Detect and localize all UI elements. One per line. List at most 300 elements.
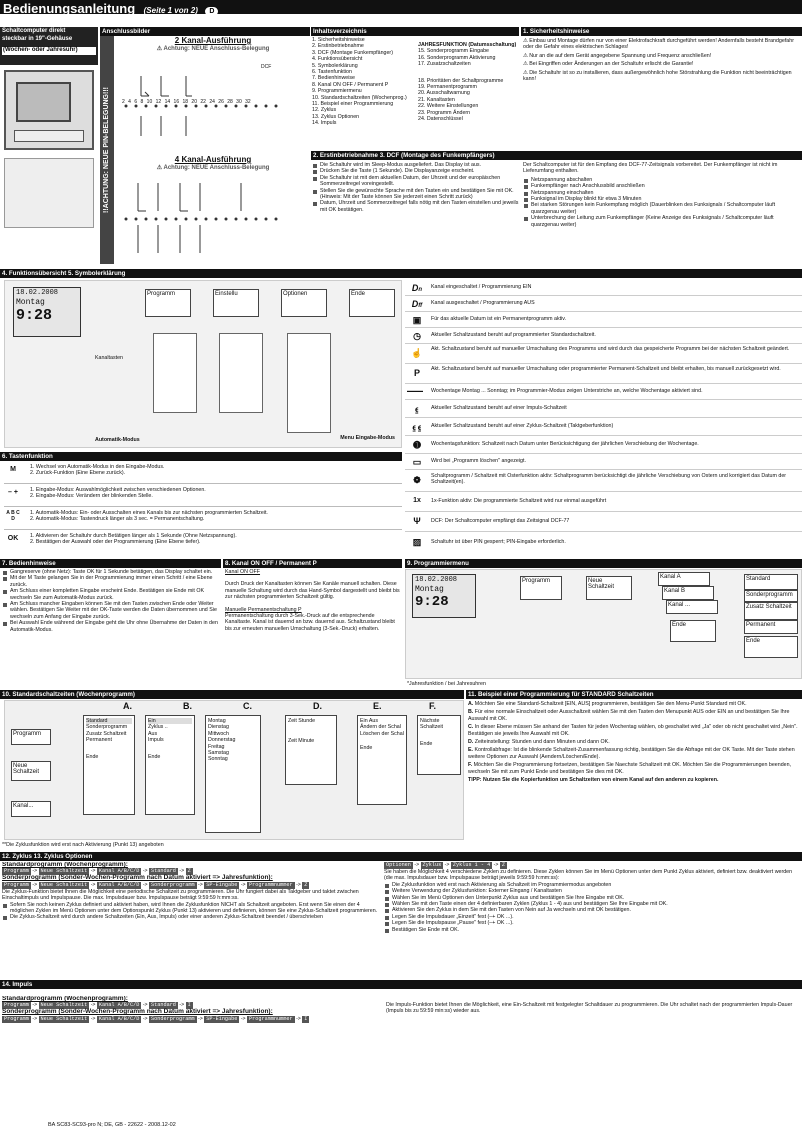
path-step: Zyklus 1 - 4 (452, 862, 491, 868)
toc-item: 3. DCF (Montage Funkempfänger) (312, 49, 393, 56)
toc-item: 13. Zyklus Optionen (312, 113, 360, 120)
safety-text: Einbau und Montage dürfen nur von einer Elektrofachkraft durchgeführt werden! Andernfalls besteht Brandgefahr oder die Gefahr eines elektrischen Schlages! (523, 38, 794, 51)
step-e: E. (373, 701, 382, 711)
zyklus-note: Sofern Sie noch keinen Zyklus definiert und aktiviert haben, wird Ihnen die Zyklusfunktion NICHT als Schaltzeit angeboten. Erst wenn Sie einen der 4 möglichen Zyklen im Menü Optionen unter dem Optionspunkt Zyklus (Punkt 13) aktivieren und definieren, können Sie eine Zyklus-Schaltzeit programmieren. (2, 902, 380, 915)
toc-item: 8. Kanal ON OFF / Permanent P (312, 81, 389, 88)
progmenu-footnote: *Jahresfunktion / bei Jahresuhren (407, 681, 486, 687)
clock-icon: ◷ (413, 331, 421, 341)
menu-label: Einstellu (215, 291, 238, 297)
symbol-text: Wochentagsfunktion: Schaltzeit nach Datum unter Berücksichtigung der jährlichen Verschiebung der Wochentage. (431, 441, 699, 447)
impuls-sonder-title: Sonderprogramm (Sonder-Wochen-Programm nach Datum aktiviert => Jahresfunktion): (2, 1008, 273, 1016)
std-left-kanal[interactable]: Kanal... (11, 801, 51, 817)
std-col-d (285, 715, 337, 785)
path-step: Kanal A/B/C/D (98, 868, 140, 875)
beispiel-item (468, 747, 800, 760)
on-icon: Dn (411, 283, 423, 293)
menu-item[interactable]: Ende (420, 740, 433, 747)
pin-numbers: 2 4 6 8 10 12 14 16 18 20 22 24 26 28 30 32 (122, 99, 251, 105)
device-image (4, 70, 94, 150)
symbol-row (405, 436, 802, 454)
step-key: E. (468, 747, 474, 754)
lcd-date: 18.02.2008 (415, 576, 458, 584)
lcd-day: Montag (415, 585, 444, 594)
pm-standard[interactable]: Standard (744, 574, 798, 590)
lcd-date: 18.02.2008 (16, 289, 59, 297)
path-step: Kanal A/B/C/D (98, 881, 140, 888)
bedien-item: Gangreserve (ohne Netz): Taste OK für 1 Sekunde betätigen, das Display schaltet ein. (2, 569, 220, 575)
dcf-step: Bei starken Störungen kein Funkempfang möglich (Dauerblinken des Funksignals / Schaltcomputer läuft quarzgenau weiter) (523, 202, 800, 215)
toc-col2 (418, 42, 518, 150)
bedien-item: Bei Auswahl Ende während der Eingabe geht die Uhr ohne Übernahme der Daten in den Automatik-Modus. (2, 620, 220, 633)
menu-item[interactable]: Standard (86, 718, 132, 724)
path-step: Kanal A/B/C/D (98, 1002, 140, 1009)
plus-minus-key-icon: – + (8, 489, 18, 496)
std-col-f (417, 715, 461, 775)
title-bar (0, 0, 802, 14)
zyklus-option-step: Wählen Sie im Menü Optionen den Unterpunkt Zyklus aus und bestätigen Sie Ihre Eingabe mit OK. (384, 895, 800, 901)
bedien-item: Am Schluss mancher Eingaben können Sie mit den Tasten zwischen Ende oder Weiter wählen. Bestätigen Sie Weiter mit der OK-Taste werden die Daten übernommen und Sie wechseln zum Anfang der Eingabe zurück. (2, 601, 220, 620)
lcd-day: Montag (16, 298, 45, 307)
toc-item: 4. Funktionsübersicht (312, 56, 363, 63)
safety-item (523, 38, 800, 51)
safety-text: Bei Eingriffen oder Änderungen an der Schaltuhr erlischt die Garantie! (529, 61, 694, 68)
step-key: C. (468, 724, 474, 731)
impuls-sonder-path: Programm -> Neue Schaltzeit -> Kanal A/B/C/D -> Sonderprogramm -> SP-Eingabe -> Programmnummer -> I (4, 1015, 308, 1022)
safety-item (523, 70, 800, 83)
safety-text: Die Schaltuhr ist so zu installieren, dass außergewöhnlich hohe Störstrahlung die Funktion nicht beeinträchtigen kann! (523, 69, 792, 83)
zyklus-header: 12. Zyklus 13. Zyklus Optionen (0, 852, 802, 861)
tasten-row (4, 531, 402, 553)
weekday-item[interactable]: Montag (208, 718, 226, 724)
path-step: Programmnummer (249, 881, 293, 888)
bag-icon: ▣ (412, 315, 422, 325)
pm-kanal-a[interactable]: Kanal A (658, 572, 710, 586)
menu-item[interactable]: Löschen der Schal (360, 730, 404, 737)
antenna-icon: Ψ (413, 516, 421, 526)
toc-item: 24. Datenschlüssel (418, 116, 463, 123)
trash-icon: ▭ (412, 457, 422, 467)
warning-icon: ⚠ (523, 61, 528, 68)
submenu-stack-1 (153, 333, 197, 413)
path-step: Neue Schaltzeit (40, 881, 88, 888)
four-channel-warn: ⚠ Achtung: NEUE Anschluss-Belegung (156, 165, 270, 171)
dcf-step: Unterbrechung der Leitung zum Funkempfänger (Keine Anzeige des Funksignals / Schaltcomputer läuft quarzgenau weiter) (523, 215, 800, 228)
impuls-text: Die Impuls-Funktion bietet Ihnen die Möglichkeit, eine Ein-Schaltzeit mit festgelegter Schaltdauer zu programmieren. Die Uhr schaltet nach der programmierten Impuls-Dauer (Impuls bis zu 59:59 min:ss) wieder aus. (386, 1002, 793, 1015)
beispiel-item (468, 762, 800, 775)
path-step: Standard (151, 868, 176, 875)
step-c: C. (243, 701, 252, 711)
kanal-body (225, 569, 401, 685)
menu-item[interactable]: Ein Aus (360, 718, 378, 724)
menu-box-programm[interactable] (145, 289, 191, 317)
path-step: Z (187, 868, 191, 875)
tasten-table (4, 462, 402, 554)
two-channel-diagram (116, 66, 310, 146)
menu-item[interactable]: Zyklus .. (148, 724, 168, 731)
side-warning-text: !!ACHTUNG: NEUE PIN-BELEGUNG!!! (103, 87, 110, 213)
step-key: D. (468, 739, 474, 746)
beispiel-tip: TIPP: Nutzen Sie die Kopierfunktion um Schaltzeiten von einem Kanal auf den anderen zu kopieren. (468, 777, 719, 784)
dcf-step: Funkempfänger nach Anschlussbild anschließen (523, 183, 800, 189)
wiring-two (116, 36, 310, 146)
symbol-text: DCF: Der Schaltcomputer empfängt das Zeitsignal DCF-77 (431, 518, 570, 524)
impuls-header: 14. Impuls (0, 980, 802, 989)
beispiel-item (468, 709, 800, 722)
toc-item: 18. Prioritäten der Schaltprogramme (418, 77, 504, 84)
step-text: Zeiteinstellung: Stunden und dann Minuten und dann OK. (474, 739, 610, 746)
erst-header: 2. Erstinbetriebnahme 3. DCF (Montage des Funkempfängers) (311, 151, 802, 160)
zyklus-option-step: Wählen Sie mit den Taste einen der 4 definierbaren Zyklen (Zyklus 1 - 4) aus und bestätigen Sie Ihre Eingabe mit OK. (384, 901, 800, 907)
device-buttons (14, 130, 84, 142)
kanaltasten-label: Kanaltasten (95, 355, 123, 361)
path-step: Standard (151, 1002, 176, 1009)
page-subtitle: (Seite 1 von 2) (143, 6, 198, 15)
language-badge: D (205, 7, 218, 16)
permanent-icon: P (413, 368, 420, 378)
symbol-row (405, 492, 802, 512)
step-key: A. (468, 701, 474, 707)
std-footnote: **Die Zyklusfunktion wird erst nach Aktivierung (Punkt 13) angeboten (2, 842, 164, 848)
path-step: Neue Schaltzeit (40, 868, 88, 875)
progmenu-header: 9. Programmiermenu (405, 559, 802, 568)
path-step: Programm (4, 1002, 29, 1009)
path-step: Kanal A/B/C/D (98, 1015, 140, 1022)
tasten-row (4, 462, 402, 484)
tasten-text (30, 533, 400, 546)
kanal-sub1: Kanal ON OFF (225, 569, 261, 575)
submenu-stack-2 (219, 333, 263, 413)
beispiel-header: 11. Beispiel einer Programmierung für STANDARD Schaltzeiten (466, 690, 802, 699)
path-step: Neue Schaltzeit (40, 1015, 88, 1022)
symbol-text: Schaltuhr ist über PIN gesperrt; PIN-Eingabe erforderlich. (431, 539, 566, 545)
symbol-row (405, 400, 802, 418)
weekday-item[interactable]: Sonntag (208, 756, 228, 763)
step-f: F. (429, 701, 437, 711)
off-icon: Dff (411, 299, 423, 309)
menu-item[interactable]: Sonderprogramm (86, 724, 128, 731)
step-a: A. (123, 701, 132, 711)
toc-item: 10. Standardschaltzeiten (Wochenprog.) (312, 94, 407, 101)
erst-step: Datum, Uhrzeit und Sommerzeitregel falls nötig mit den Tasten einstellen und jeweils mit OK bestätigen. (312, 200, 520, 213)
lcd-time: 9:28 (16, 307, 53, 324)
menu-item[interactable]: Impuls (148, 737, 164, 744)
tasten-header: 6. Tastenfunktion (0, 452, 402, 461)
four-warn-text: Achtung: NEUE Anschluss-Belegung (163, 165, 270, 171)
toc-item: 12. Zyklus (312, 107, 337, 114)
toc-item: 7. Bedienhinweise (312, 75, 355, 82)
lock-icon: ▨ (412, 537, 422, 547)
kanal-sub2: Manuelle Permanentschaltung P (225, 606, 302, 613)
tasten-text (30, 487, 400, 500)
kanal-p1: Durch Druck der Kanaltasten können Sie Kanäle manuell schalten. Diese manuelle Schaltung wird durch das Hand-Symbol dargestellt und bleibt bis zur nächsten programmierten Schaltzeit gültig. (225, 581, 400, 601)
path-step: I (304, 1015, 308, 1022)
pm-sonderprogramm[interactable]: Sonderprogramm (744, 590, 798, 602)
path-step: Programm (4, 881, 29, 888)
std-left-programm[interactable]: Programm (11, 729, 51, 745)
pm-ende-2[interactable]: Ende (744, 636, 798, 658)
bedien-item: Mit der M Taste gelangen Sie in der Programmierung immer einen Schritt / eine Ebene zurück. (2, 575, 220, 588)
menu-item[interactable]: Permanent (86, 737, 112, 744)
erst-step: Die Schaltuhr ist mit dem aktuellen Datum, der Uhrzeit und der europäischen Sommerzeitregel voreingestellt. (312, 175, 520, 188)
tasten-text (30, 464, 400, 477)
warning-icon: ⚠ (523, 38, 528, 44)
wiring-four (116, 155, 310, 260)
step-key: B. (468, 709, 474, 716)
zyklus-text: Die Zyklus-Funktion bietet Ihnen die Möglichkeit eine periodische Schaltzeit zu programmieren. Die Uhr fungiert dabei als Taktgeber und taktet zwischen Einschaltimpuls und Impulspause. Die max. Impulsdauer bzw. Impulspause beträgt 9:59:59 h:mm:ss. (2, 888, 359, 902)
safety-header: 1. Sicherheitshinweise (521, 27, 802, 36)
toc-item: 15. Sonderprogramm Eingabe (418, 48, 489, 55)
step-text: Kontrollabfrage: Ist die blinkende Schaltzeit-Zusammenfassung richtig, bestätigen Sie die Abfrage mit der OK Taste. Mit der Taste stehen weitere Optionen zur Auswahl (Aendern/Löschen/Ende). (468, 747, 795, 760)
dcf-intro: Der Schaltcomputer ist für den Empfang des DCF-77-Zeitsignals vorbereitet. Der Funkempfänger ist nicht im Lieferumfang enthalten. (523, 162, 778, 175)
tasten-row (4, 508, 402, 530)
pm-programm[interactable]: Programm (520, 576, 562, 600)
two-channel-title: 2 Kanal-Ausführung (174, 36, 252, 45)
device-base (4, 158, 94, 228)
zyklus-option-step: Legen Sie die Impulsdauer „Einzeit" fest (–+ OK ...). (384, 914, 800, 920)
toc-item: 6. Tastenfunktion (312, 69, 352, 76)
symbol-text: Aktueller Schaltzustand beruht auf programmierter Standardschaltzeit. (431, 332, 596, 338)
pm-neue-schaltzeit[interactable]: Neue Schaltzeit (586, 576, 632, 600)
symbol-row (405, 280, 802, 296)
zyklus-options-intro: Sie haben die Möglichkeit 4 verschiedene Zyklen zu definieren. Diese Zyklen können Sie im Menü Optionen unter dem Punkt Zyklus aktiviert, definiert bzw. deaktiviert werden (die max. Impulsdauer bzw. Impulspause beträgt jeweils 9:59:59 h:mm:ss): (384, 869, 793, 882)
bedien-item: Am Schluss einer kompletten Eingabe erscheint Ende. Bestätigen sie Ende mit OK wechseln Sie zum Automatik-Modus zurück. (2, 588, 220, 601)
progmenu-diagram (405, 569, 802, 679)
tasten-text (30, 510, 400, 523)
pm-zusatz[interactable]: Zusatz Schaltzeit (744, 602, 798, 620)
bedien-header: 7. Bedienhinweise (0, 559, 221, 568)
auto-mode-label: Automatik-Modus (95, 437, 140, 443)
symbol-text: Wochentage Montag ... Sonntag; im Programmier-Modus zeigen Unterstriche an, welche Wochentage aktiviert sind. (431, 388, 703, 394)
four-channel-diagram (116, 175, 310, 260)
zyklus-option-step: Bestätigen Sie Ende mit OK. (384, 927, 800, 933)
toc-item: 23. Programm Ändern (418, 109, 471, 116)
symbol-row (405, 418, 802, 436)
path-step: Programm (4, 868, 29, 875)
side-warning (100, 36, 114, 264)
four-channel-title: 4 Kanal-Ausführung (174, 155, 252, 164)
menu-item[interactable]: Ändern der Schal (360, 724, 401, 731)
toc-item: 11. Beispiel einer Programmierung (312, 101, 394, 108)
symbol-text: Aktueller Schaltzustand beruht auf einer Zyklus-Schaltzeit (Taktgeberfunktion) (431, 423, 614, 429)
std-col-b (145, 715, 195, 815)
zyklus-std-path: Programm -> Neue Schaltzeit -> Kanal A/B/C/D -> Standard -> Z (4, 868, 191, 875)
symbol-text: Aktueller Schaltzustand beruht auf einer Impuls-Schaltzeit (431, 405, 567, 411)
menu-box-einstellu[interactable] (213, 289, 259, 317)
symbol-text: Schaltprogramm / Schaltzeit mit Osterfunktion aktiv: Schaltprogramm berücksichtigt die jährliche Verschiebung von Ostern und korrigiert das Datum der Schaltzeit(en). (431, 473, 787, 486)
zyklus-option-step: Aktivieren Sie den Zyklus in dem Sie mit den Tasten von Nein auf Ja wechseln und mit OK bestätigen. (384, 907, 800, 913)
ok-key-icon: OK (7, 535, 19, 542)
path-step: SP-Eingabe (206, 881, 238, 888)
toc-item: 14. Impuls (312, 120, 337, 127)
easter-icon: ❁ (413, 475, 421, 485)
lcd-time: 9:28 (415, 594, 449, 610)
path-step: SP-Eingabe (206, 1015, 238, 1022)
intro-line: (Wochen- oder Jahresuhr) (2, 47, 96, 55)
anschluss-header: Anschlussbilder (100, 27, 310, 36)
path-step: Optionen (386, 862, 411, 868)
progmenu-lcd (412, 574, 476, 618)
page-title: Bedienungsanleitung (3, 1, 136, 16)
pm-kanal-b[interactable]: Kanal B (662, 586, 714, 600)
safety-item (523, 53, 800, 59)
weekday-item[interactable]: Freitag (208, 743, 225, 750)
warning-icon: ⚠ (523, 52, 528, 59)
symbol-row (405, 532, 802, 554)
info-icon: ➊ (413, 440, 421, 450)
menu-box-ende[interactable] (349, 289, 395, 317)
funk-header: 4. Funktionsübersicht 5. Symbolerklärung (0, 269, 802, 278)
bedien-list (2, 569, 220, 685)
zyklus-option-step: Die Zyklusfunktion wird erst nach Aktivierung als Schaltzeit im Programmiermodus angeboten (384, 882, 800, 888)
impuls-icon: ⍷ (414, 404, 420, 414)
tasten-line: 2. Zurück-Funktion (Eine Ebene zurück). (30, 470, 126, 477)
pm-ende-1[interactable]: Ende (670, 620, 716, 642)
menu-label: Ende (351, 291, 366, 297)
tasten-line: 2. Eingabe-Modus: Verändern der blinkenden Stelle. (30, 493, 153, 500)
zyklus-sonder-path: Programm -> Neue Schaltzeit -> Kanal A/B/C/D -> Sonderprogramm -> SP-Eingabe -> Programmnummer -> Z (4, 881, 308, 888)
std-header: 10. Standardschaltzeiten (Wochenprogramm) (0, 690, 464, 699)
funk-diagram (4, 280, 402, 448)
zyklus-option-step: Legen Sie die Impulspause „Pause" fest (–+ OK ...). (384, 920, 800, 926)
step-key: F. (468, 762, 473, 769)
weekday-item[interactable]: Dienstag (208, 724, 229, 731)
symbol-row (405, 328, 802, 344)
tasten-row (4, 485, 402, 507)
two-warn-text: Achtung: NEUE Anschluss-Belegung (163, 46, 270, 52)
path-step: Z (501, 862, 505, 868)
std-diagram (4, 700, 464, 840)
toc-header: Inhaltsverzeichnis (311, 27, 519, 36)
path-step: Programmnummer (249, 1015, 293, 1022)
kanal-p2: Permanentschaltung durch 3-Sek.-Druck auf die entsprechende Kanaltaste. Kanal ist dauernd an bzw. dauernd aus. Schaltzustand bleibt bis zur erneuten manuellen Umschaltung (3-Sek.-Druck) erhalten. (225, 613, 395, 632)
once-icon: 1x (413, 497, 421, 504)
menu-mode-label: Menu Eingabe-Modus (340, 435, 395, 441)
channel-key-icon: A B C D (6, 510, 20, 522)
kanal-header: 8. Kanal ON OFF / Permanent P (223, 559, 402, 568)
symbol-row (405, 364, 802, 384)
menu-item[interactable]: Ende (86, 753, 99, 760)
safety-item (523, 61, 800, 67)
tasten-line: 1. Aktivieren der Schaltuhr durch Betätigen länger als 1 Sekunde (Ohne Netzspannung). (30, 533, 237, 539)
step-text: In dieser Ebene müssen Sie anhand der Tasten für jeden Wochentag wählen, ob geschaltet wird „Ja" oder ob nicht geschaltet wird „Nein". Bestätigen sie jeweils Ihre Auswahl mit OK. (468, 724, 798, 737)
step-text: Für eine normale Einschaltzeit oder Ausschaltzeit wählen Sie mit den Tasten den Menupunkt AUS oder EIN an und bestätigen Sie Ihre Auswahl mit OK. (468, 709, 790, 722)
path-step: Sonderprogramm (151, 1015, 195, 1022)
submenu-stack-3 (287, 333, 331, 433)
path-step: Sonderprogramm (151, 881, 195, 888)
zyklus-sonder-title: Sonderprogramm (Sonder-Wochen-Programm nach Datum aktiviert => Jahresfunktion): (2, 874, 273, 882)
std-left-neue[interactable]: Neue Schaltzeit (11, 761, 51, 781)
symbol-text: Wird bei „Programm löschen" angezeigt. (431, 458, 526, 464)
impuls-std-path: Programm -> Neue Schaltzeit -> Kanal A/B/C/D -> Standard -> I (4, 1002, 191, 1009)
toc-item: 9. Programmiermenu (312, 88, 362, 95)
menu-item[interactable]: Nächste Schaltzeit (420, 718, 443, 731)
zyklus-note: Die Zyklus-Schaltzeit wird durch andere Schaltzeiten (Ein, Aus, Impuls) oder einer anderen Zyklus-Schaltzeit beendet / überschrieben (2, 914, 380, 920)
weekday-item[interactable]: Donnerstag (208, 737, 236, 744)
step-text: Möchten Sie die Programmierung fortsetzen, bestätigen Sie Naechste Schaltzeit mit OK. Möchten Sie die Programmierungen beenden, wechseln Sie mit zum Punkt Ende und bestätigen Sie dies mit OK. (468, 762, 792, 775)
lcd-display (13, 287, 81, 337)
beispiel-item (468, 724, 800, 737)
erst-step: Stellen Sie die gewünschte Sprache mit den Tasten ein und bestätigen Sie mit OK. (Hinweis: Mit der Taste können Sie jederzeit einen Schritt zurück) (312, 188, 520, 201)
weekday-item[interactable]: Samstag (208, 750, 229, 757)
menu-item[interactable]: Ende (360, 745, 373, 752)
zyklus-icon: ⍷⍷ (411, 422, 423, 432)
toc-item: 20. Ausschaltwarnung (418, 90, 470, 97)
menu-item[interactable]: Zusatz Schaltzeit (86, 730, 127, 737)
symbol-row (405, 384, 802, 400)
erst-right (523, 162, 800, 266)
weekday-icon: ▬▬▬▬ (407, 388, 423, 393)
tasten-line: 1. Automatik-Modus: Ein- oder Ausschalten eines Kanals bis zur nächsten programmierten Schaltzeit. (30, 510, 268, 516)
menu-item[interactable]: Aus (148, 730, 158, 737)
symbol-row (405, 344, 802, 364)
tasten-line: 2. Automatik-Modus: Tastendruck länger als 3 sec. = Permanentschaltung. (30, 516, 205, 523)
safety-list (523, 38, 800, 148)
weekday-item[interactable]: Mittwoch (208, 730, 229, 737)
menu-box-optionen[interactable] (281, 289, 327, 317)
pm-permanent[interactable]: Permanent (744, 620, 798, 634)
dcf-step: Netzspannung abschalten (523, 177, 800, 183)
doc-footer: BA SC83-SC93-pro N; DE, GB - 22622 - 2008.12-02 (48, 1122, 176, 1128)
beispiel-item (468, 739, 800, 745)
dcf-step: Netzspannung einschalten (523, 190, 800, 196)
symbol-table (405, 280, 802, 556)
m-key-icon: M (10, 466, 16, 473)
toc-item: 22. Weitere Einstellungen (418, 103, 479, 110)
erst-step: Drücken Sie die Taste (1 Sekunde). Die Displayanzeige erscheint. (312, 168, 520, 174)
beispiel-list (468, 701, 800, 847)
intro-line: steckbar in 19"-Gehäuse (2, 35, 73, 42)
erst-step: Die Schaltuhr wird im Sleep-Modus ausgeliefert. Das Display ist aus. (312, 162, 520, 168)
erst-left (312, 162, 520, 266)
path-step: Z (304, 881, 308, 888)
symbol-row (405, 312, 802, 328)
toc-item: 16. Sonderprogramm Aktivierung (418, 54, 496, 61)
safety-text: Nur an die auf dem Gerät angegebene Spannung und Frequenz anschließen! (529, 52, 712, 59)
impuls-left (2, 996, 380, 1046)
step-text: Möchten Sie eine Standard-Schaltzeit [EIN, AUS] programmieren, bestätigen Sie den Menu-Punkt Standard mit OK. (474, 701, 747, 707)
symbol-text: Akt. Schaltzustand beruht auf manueller Umschaltung des Programms und wird durch das gespeicherte Programm bei der nächsten Schaltzeit geändert. (431, 346, 790, 352)
symbol-row (405, 470, 802, 492)
tasten-line: 1. Eingabe-Modus: Auswahlmöglichkeit zwischen verschiedenen Optionen. (30, 487, 206, 493)
zyklus-right (384, 862, 800, 976)
symbol-text: Kanal eingeschaltet / Programmierung EIN (431, 284, 532, 290)
beispiel-item (468, 701, 800, 707)
device-display (16, 82, 71, 122)
toc-col1 (312, 37, 416, 149)
symbol-row (405, 512, 802, 532)
pm-kanal-more[interactable]: Kanal ... (666, 600, 718, 614)
time-field[interactable]: Zeit Stunde (288, 718, 316, 724)
zyklus-left (2, 862, 380, 976)
zyklus-option-step: Weitere Verwendung der Zyklusfunktion: Externer Eingang / Kanaltasten (384, 888, 800, 894)
dcf-step: Funksignal im Display blinkt für etwa 3 Minuten (523, 196, 800, 202)
impuls-std-title: Standardprogramm (Wochenprogramm): (2, 996, 128, 1002)
time-field[interactable]: Zeit Minute (288, 738, 315, 745)
symbol-text: 1x-Funktion aktiv: Die programmierte Schaltzeit wird nur einmal ausgeführt (431, 498, 607, 504)
path-step: Zyklus (422, 862, 442, 868)
toc-item: 5. Symbolerklärung (312, 62, 358, 69)
std-col-e (357, 715, 407, 805)
menu-item[interactable]: Ein (148, 718, 192, 724)
toc-item: 1. Sicherheitshinweise (312, 37, 365, 43)
std-col-a (83, 715, 135, 815)
menu-label: Optionen (283, 291, 308, 297)
menu-item[interactable]: Ende (148, 753, 161, 760)
toc-item: 2. Erstinbetriebnahme (312, 43, 364, 50)
tasten-line: 1. Wechsel von Automatik-Modus in den Eingabe-Modus. (30, 464, 165, 470)
symbol-text: Für das aktuelle Datum ist ein Permanentprogramm aktiv. (431, 316, 567, 322)
tasten-line: 2. Bestätigen der Auswahl oder der Programmierung (Eine Ebene tiefer). (30, 539, 201, 546)
